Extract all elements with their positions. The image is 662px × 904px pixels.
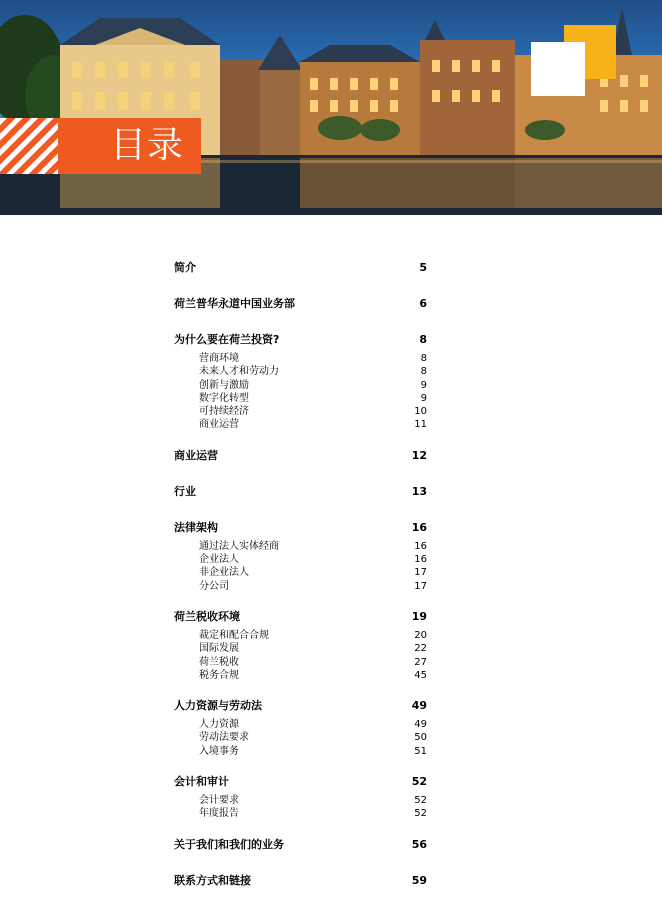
toc-entry-page: 52 (411, 775, 427, 789)
toc-section (174, 479, 427, 504)
toc-entry-title: 行业 (174, 484, 196, 498)
toc-subentry-page: 49 (414, 719, 427, 731)
toc-entry[interactable] (174, 255, 427, 280)
toc-subentry-page: 27 (414, 656, 427, 668)
toc-subentry-title: 荷兰税收 (199, 656, 239, 668)
toc-subentry-page: 8 (420, 366, 427, 378)
toc-entry[interactable] (174, 327, 427, 352)
toc-entry-title: 为什么要在荷兰投资? (174, 333, 280, 346)
yellow-square-decor-lower (585, 42, 616, 79)
toc-subentry-title: 通过法人实体经商 (199, 540, 279, 552)
toc-subentry[interactable] (174, 718, 427, 731)
toc-subentry-page: 8 (420, 353, 427, 364)
toc-subentry[interactable] (174, 580, 427, 593)
toc-subentry-title: 分公司 (199, 580, 229, 592)
toc-entry[interactable] (174, 479, 427, 504)
toc-subentry[interactable] (174, 365, 427, 378)
toc-subentry-page: 9 (420, 392, 427, 404)
toc-entry-title: 会计和审计 (174, 775, 229, 789)
toc-section (174, 443, 427, 468)
toc-subentry-title: 企业法人 (199, 554, 239, 566)
toc-section (174, 515, 427, 593)
toc-subentry-title: 人力资源 (199, 719, 239, 731)
toc-entry-page: 19 (411, 609, 427, 623)
toc-entry-title: 人力资源与劳动法 (174, 699, 262, 713)
toc-subentry[interactable] (174, 642, 427, 655)
toc-section (174, 327, 427, 432)
toc-section (174, 604, 427, 682)
toc-entry-title: 关于我们和我们的业务 (174, 837, 284, 851)
toc-entry-page: 49 (411, 699, 427, 713)
toc-entry-page: 8 (419, 333, 427, 346)
toc-subentry[interactable] (174, 553, 427, 566)
toc-subentry[interactable] (174, 352, 427, 365)
toc-subentry[interactable] (174, 379, 427, 392)
toc-entry-page: 12 (411, 448, 427, 462)
toc-section (174, 769, 427, 821)
white-square-decor (531, 42, 585, 96)
toc-entry[interactable] (174, 515, 427, 540)
page-title: 目录 (110, 125, 185, 166)
toc-subentry-title: 可持续经济 (199, 406, 249, 418)
toc-subentry[interactable] (174, 807, 427, 820)
toc-entry[interactable] (174, 868, 427, 893)
toc-entry-page: 56 (411, 837, 427, 851)
toc-subentry[interactable] (174, 745, 427, 758)
toc-entry-page: 5 (419, 261, 427, 274)
toc-subentry[interactable] (174, 540, 427, 553)
toc-subentry-title: 会计要求 (199, 795, 239, 807)
toc-subentry-page: 16 (414, 540, 427, 552)
toc-entry-title: 荷兰普华永道中国业务部 (174, 297, 295, 310)
toc-subentry-title: 税务合规 (199, 669, 239, 681)
yellow-square-decor (564, 25, 616, 42)
toc-subentry-title: 数字化转型 (199, 392, 249, 404)
toc-subentry-title: 年度报告 (199, 808, 239, 820)
toc-subentry-page: 17 (414, 567, 427, 579)
toc-subentry-page: 9 (420, 379, 427, 391)
toc-entry-title: 商业运营 (174, 448, 218, 462)
toc-subentry-title: 营商环境 (199, 353, 239, 364)
toc-subentry[interactable] (174, 405, 427, 418)
toc-subentry-title: 未来人才和劳动力 (199, 366, 279, 378)
toc-subentry-title: 裁定和配合合规 (199, 629, 269, 641)
toc-subentry-page: 52 (414, 795, 427, 807)
toc-subentry[interactable] (174, 629, 427, 642)
toc-entry-title: 法律架构 (174, 520, 218, 534)
toc-subentry-title: 劳动法要求 (199, 732, 249, 744)
toc-subentry-page: 52 (414, 808, 427, 820)
toc-subentry-title: 入境事务 (199, 745, 239, 757)
toc-subentry-page: 20 (414, 629, 427, 641)
toc-section (174, 693, 427, 758)
toc-entry-title: 荷兰税收环境 (174, 609, 240, 623)
toc-subentry[interactable] (174, 794, 427, 807)
hero-photo (0, 0, 662, 215)
toc-subentry[interactable] (174, 418, 427, 431)
toc-subentry[interactable] (174, 656, 427, 669)
toc-entry[interactable] (174, 693, 427, 718)
toc-subentry[interactable] (174, 669, 427, 682)
toc-subentry-page: 16 (414, 554, 427, 566)
toc-section (174, 868, 427, 893)
toc-subentry-page: 50 (414, 732, 427, 744)
toc-subentry[interactable] (174, 392, 427, 405)
toc-entry-title: 联系方式和链接 (174, 873, 251, 887)
cityscape-illustration (0, 0, 662, 215)
toc-subentry-page: 17 (414, 580, 427, 592)
toc-subentry-page: 51 (414, 745, 427, 757)
toc-subentry-title: 国际发展 (199, 643, 239, 655)
toc-entry[interactable] (174, 443, 427, 468)
toc-subentry-title: 商业运营 (199, 419, 239, 431)
toc-entry-page: 16 (411, 520, 427, 534)
table-of-contents (174, 255, 427, 904)
toc-entry[interactable] (174, 291, 427, 316)
toc-subentry-page: 10 (414, 406, 427, 418)
toc-section (174, 832, 427, 857)
toc-subentry[interactable] (174, 731, 427, 744)
toc-entry-page: 59 (411, 873, 427, 887)
toc-subentry-page: 11 (414, 419, 427, 431)
toc-entry[interactable] (174, 604, 427, 629)
toc-subentry[interactable] (174, 566, 427, 579)
toc-entry-page: 13 (411, 484, 427, 498)
toc-section (174, 255, 427, 280)
toc-entry[interactable] (174, 769, 427, 794)
toc-subentry-page: 45 (414, 669, 427, 681)
toc-entry-title: 简介 (174, 261, 196, 274)
striped-accent-decor (0, 118, 60, 174)
toc-entry[interactable] (174, 832, 427, 857)
toc-entry-page: 6 (419, 297, 427, 310)
toc-subentry-page: 22 (414, 643, 427, 655)
toc-section (174, 291, 427, 316)
toc-subentry-title: 非企业法人 (199, 567, 249, 579)
toc-subentry-title: 创新与激励 (199, 379, 249, 391)
